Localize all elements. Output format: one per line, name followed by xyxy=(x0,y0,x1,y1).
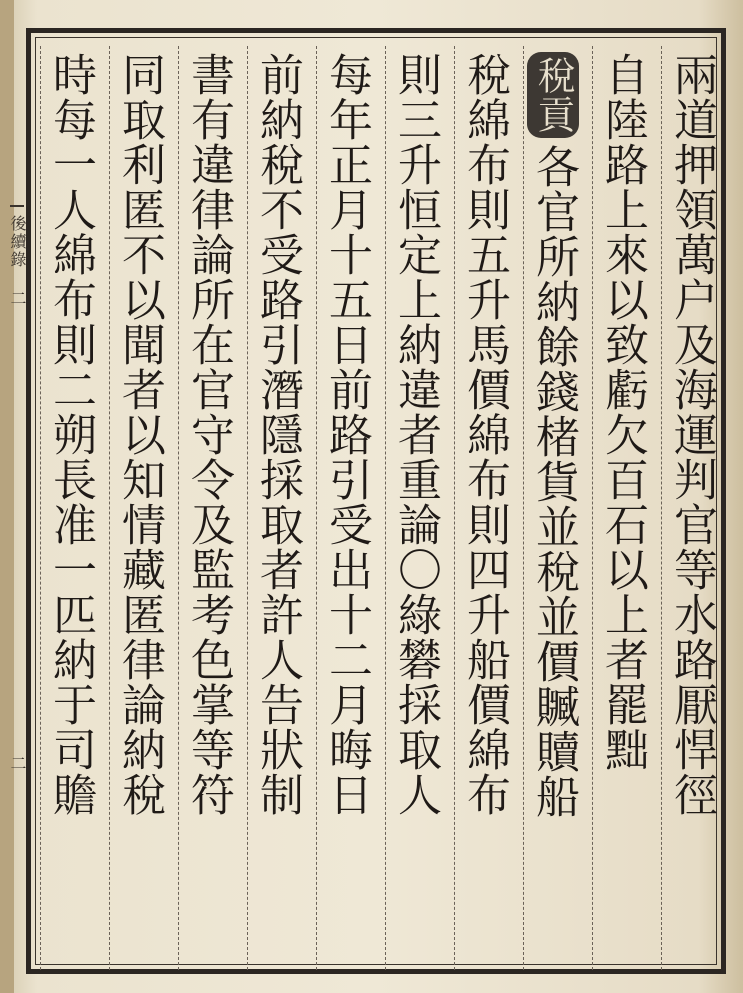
text-column-1: 兩道押領萬户及海運判官等水路厭悍徑 xyxy=(661,46,719,970)
text-column-10: 時每一人綿布則二朔長准一匹納于司贍 xyxy=(40,46,98,970)
page-gutter xyxy=(0,0,14,993)
text-column-5: 則三升恒定上納違者重論〇綠礬採取人 xyxy=(385,46,443,970)
text-column-3 xyxy=(523,46,581,970)
text-column-3-body: 各官所納餘錢楮貨並稅並價贓贖船 xyxy=(528,144,579,819)
section-badge: 稅貢 xyxy=(527,52,579,138)
text-column-4: 稅綿布則五升馬價綿布則四升船價綿布 xyxy=(454,46,512,970)
margin-page-number: 二 xyxy=(8,755,27,771)
text-frame-inner xyxy=(35,37,717,965)
text-frame xyxy=(26,28,726,974)
margin-title: 後續錄 二 xyxy=(8,215,27,308)
text-column-7: 前納稅不受路引潛隱採取者許人告狀制 xyxy=(247,46,305,970)
fold-mark xyxy=(10,205,24,215)
text-column-2: 自陸路上來以致虧欠百石以上者罷黜 xyxy=(592,46,650,970)
text-column-9: 同取利匿不以聞者以知情藏匿律論納稅 xyxy=(109,46,167,970)
text-column-6: 每年正月十五日前路引受出十二月晦日 xyxy=(316,46,374,970)
text-column-8: 書有違律論所在官守令及監考色掌等符 xyxy=(178,46,236,970)
